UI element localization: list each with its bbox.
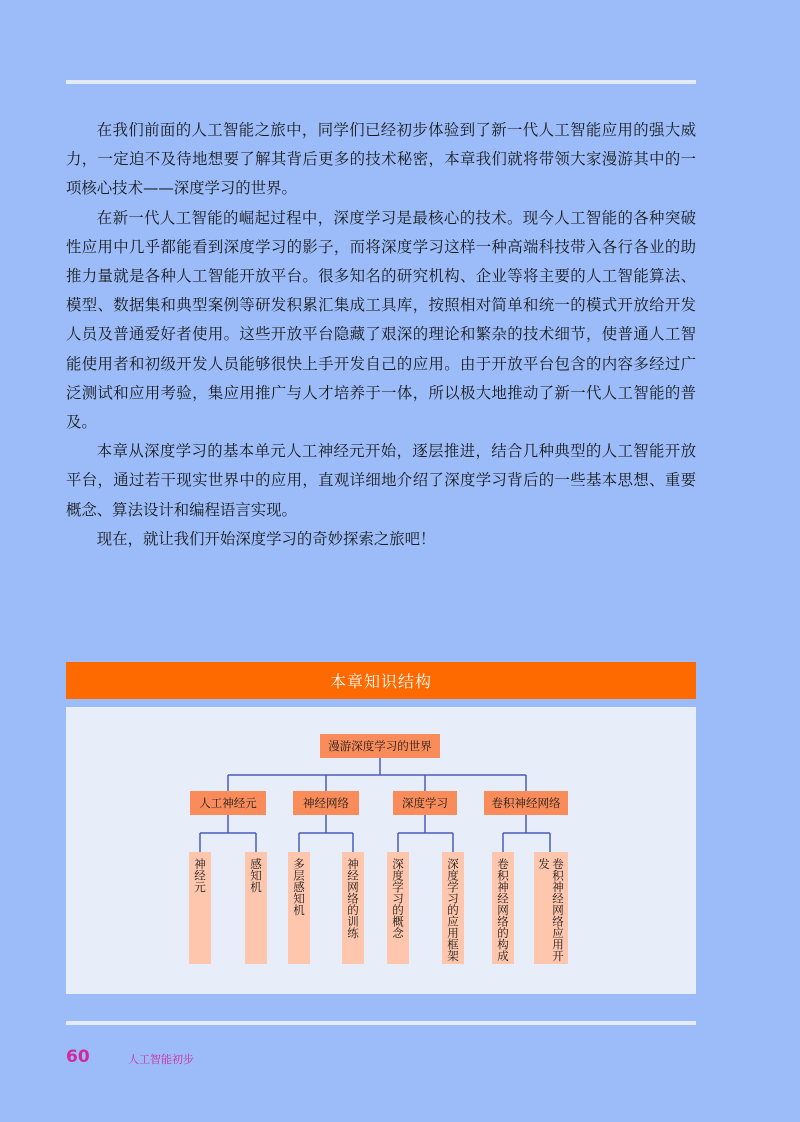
branch-node-neuron: 人工神经元 — [190, 791, 266, 815]
leaf-node: 卷积神经网络的构成 — [492, 852, 514, 964]
root-node: 漫游深度学习的世界 — [320, 734, 440, 758]
knowledge-structure-diagram — [66, 707, 696, 994]
branch-node-deep-learning: 深度学习 — [393, 791, 457, 815]
paragraph: 本章从深度学习的基本单元人工神经元开始，逐层推进，结合几种典型的人工智能开放平台，通过若干现实世界中的应用，直观详细地介绍了深度学习背后的一些基本思想、重要概念、算法设计和编程语言实现。 — [66, 442, 696, 519]
running-title: 人工智能初步 — [128, 1053, 194, 1066]
paragraph: 在新一代人工智能的崛起过程中，深度学习是最核心的技术。现今人工智能的各种突破性应用中几乎都能看到深度学习的影子，而将深度学习这样一种高端科技带入各行各业的助推力量就是各种人工智能开放平台。很多知名的研究机构、企业等将主要的人工智能算法、模型、数据集和典型案例等研发积累汇集成工具库，按照相对简单和统一的模式开放给开发人员及普通爱好者使用。这些开放平台隐藏了艰深的理论和繁杂的技术细节，使普通人工智能使用者和初级开发人员能够很快上手开发自己的应用。由于开放平台包含的内容多经过广泛测试和应用考验，集应用推广与人才培养于一体，所以极大地推动了新一代人工智能的普及。 — [66, 208, 696, 432]
leaf-node: 神经网络的训练 — [342, 852, 364, 964]
branch-node-cnn: 卷积神经网络 — [484, 791, 568, 815]
leaf-node: 卷积神经网络应用开发 — [534, 852, 568, 964]
intro-text — [66, 116, 696, 554]
leaf-node: 深度学习的应用框架 — [442, 852, 464, 964]
branch-node-neural-network: 神经网络 — [293, 791, 359, 815]
leaf-node: 深度学习的概念 — [387, 852, 409, 964]
knowledge-structure-title: 本章知识结构 — [66, 662, 696, 699]
paragraph: 在我们前面的人工智能之旅中，同学们已经初步体验到了新一代人工智能应用的强大威力，一定迫不及待地想要了解其背后更多的技术秘密，本章我们就将带领大家漫游其中的一项核心技术——深度学习的世界。 — [66, 121, 696, 198]
top-rule — [66, 80, 696, 84]
leaf-node: 感知机 — [245, 852, 267, 964]
paragraph: 现在，就让我们开始深度学习的奇妙探索之旅吧！ — [96, 529, 436, 548]
leaf-node: 多层感知机 — [288, 852, 310, 964]
bottom-rule — [66, 1021, 696, 1025]
leaf-node: 神经元 — [189, 852, 211, 964]
page-number: 60 — [66, 1047, 90, 1067]
